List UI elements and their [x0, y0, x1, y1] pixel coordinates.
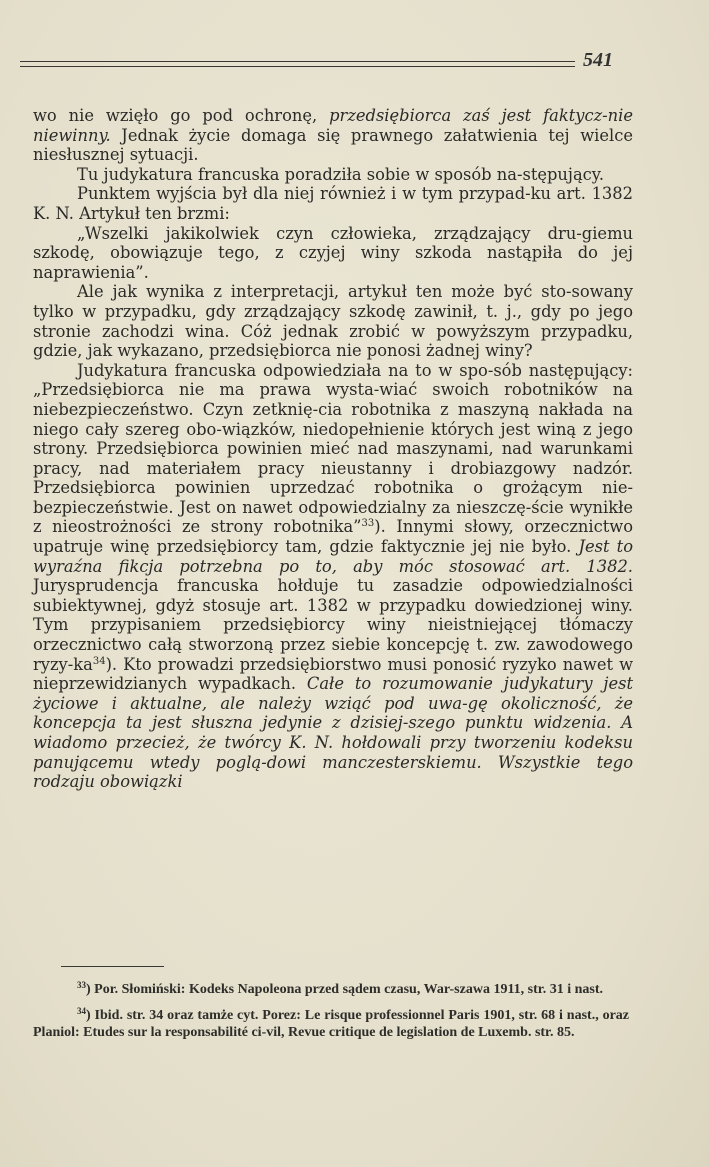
- footnote-number: 34: [77, 1005, 86, 1016]
- footnote-divider: [61, 966, 164, 967]
- paragraph: [33, 165, 633, 185]
- text-span: przedsiębiorca zaś jest faktycz-nie niewinny.: [33, 106, 633, 145]
- footnote: [33, 1007, 629, 1042]
- text-span: Jednak życie domaga się prawnego załatwienia tej wielce niesłusznej sytuacji.: [33, 125, 633, 165]
- body-text: [33, 106, 633, 792]
- header-rule-bottom: [20, 66, 575, 67]
- text-span: Całe to rozumowanie judykatury jest życiowe i aktualne, ale należy wziąć pod uwa-gę okoliczność, że koncepcja ta jest słuszna jedynie z dzisiej-szego punktu widzenia. A wiadomo przecież, że twórcy K. N. hołdowali przy tworzeniu kodeksu panującemu wtedy poglą-dowi manczesterskiemu. Wszystkie tego rodzaju obowiązki: [33, 674, 633, 792]
- text-span: Jest to wyraźna fikcja potrzebna po to, aby móc stosować art. 1382.: [33, 537, 633, 576]
- footnote-text: ) Ibid. str. 34 oraz tamże cyt. Porez: Le risque professionnel Paris 1901, str. 68 i nast., oraz Planiol: Etudes sur la responsabilité ci-vil, Revue critique de legislation de Luxemb. str. 85.: [33, 1007, 629, 1040]
- text-span: Punktem wyjścia był dla niej również i w tym przypad-ku art. 1382 K. N. Artykuł ten brzmi:: [33, 184, 633, 223]
- footnote-number: 33: [77, 980, 86, 990]
- text-span: ). Kto prowadzi przedsiębiorstwo musi ponosić ryzyko nawet w nieprzewidzianych wypadkach.: [33, 654, 633, 694]
- footnote: [33, 981, 629, 999]
- text-span: wo nie wzięło go pod ochronę,: [33, 106, 330, 125]
- paragraph: [33, 106, 633, 165]
- page-header: [20, 49, 660, 76]
- text-span: Tu judykatura francuska poradziła sobie w sposób na-stępujący.: [77, 164, 604, 184]
- text-span: Ale jak wynika z interpretacji, artykuł ten może być sto-sowany tylko w przypadku, gdy zrządzający szkodę zawinił, t. j., gdy po jego stronie zachodzi wina. Cóż jednak zrobić w powyższym przypadku, gdzie, jak wykazano, przedsiębiorca nie ponosi żadnej winy?: [33, 282, 633, 361]
- footnote-ref: 33: [361, 518, 375, 530]
- page-number: 541: [583, 49, 613, 71]
- paragraph: [33, 184, 633, 223]
- paragraph: [33, 361, 633, 792]
- text-span: ). Innymi słowy, orzecznictwo upatruje winę przedsiębiorcy tam, gdzie faktycznie jej nie było.: [33, 517, 634, 557]
- text-span: Jurysprudencja francuska hołduje tu zasadzie odpowiedzialności subiektywnej, gdyż stosuje art. 1382 w przypadku dowiedzionej winy. Tym przypisaniem przedsiębiorcy winy nieistniejącej tłómaczy orzecznictwo całą stworzoną przez siebie koncepcję t. zw. zawodowego ryzy-ka: [33, 576, 633, 674]
- paragraph: [33, 282, 633, 360]
- text-span: „Wszelki jakikolwiek czyn człowieka, zrządzający dru-giemu szkodę, obowiązuje tego, z czyjej winy szkoda nastąpiła do jej naprawienia”.: [33, 223, 633, 282]
- footnote-ref: 34: [92, 655, 106, 667]
- paragraph: [33, 224, 633, 283]
- header-rule-top: [20, 61, 575, 62]
- text-span: Judykatura francuska odpowiedziała na to w spo-sób następujący: „Przedsiębiorca nie ma prawa wysta-wiać swoich robotników na niebezpieczeństwo. Czyn zetknię-cia robotnika z maszyną nakłada na niego cały szereg obo-wiązków, niedopełnienie których jest winą z jego strony. Przedsiębiorca powinien mieć nad maszynami, nad warunkami pracy, nad materiałem pracy nieustanny i drobiazgowy nadzór. Przedsiębiorca powinien uprzedzać robotnika o grożącym nie-bezpieczeństwie. Jest on nawet odpowiedzialny za nieszczę-ście wynikłe z nieostrożności ze strony robotnika”: [33, 360, 633, 537]
- footnote-text: ) Por. Słomiński: Kodeks Napoleona przed sądem czasu, War-szawa 1911, str. 31 i nast.: [86, 982, 603, 997]
- footnotes: [33, 966, 629, 1050]
